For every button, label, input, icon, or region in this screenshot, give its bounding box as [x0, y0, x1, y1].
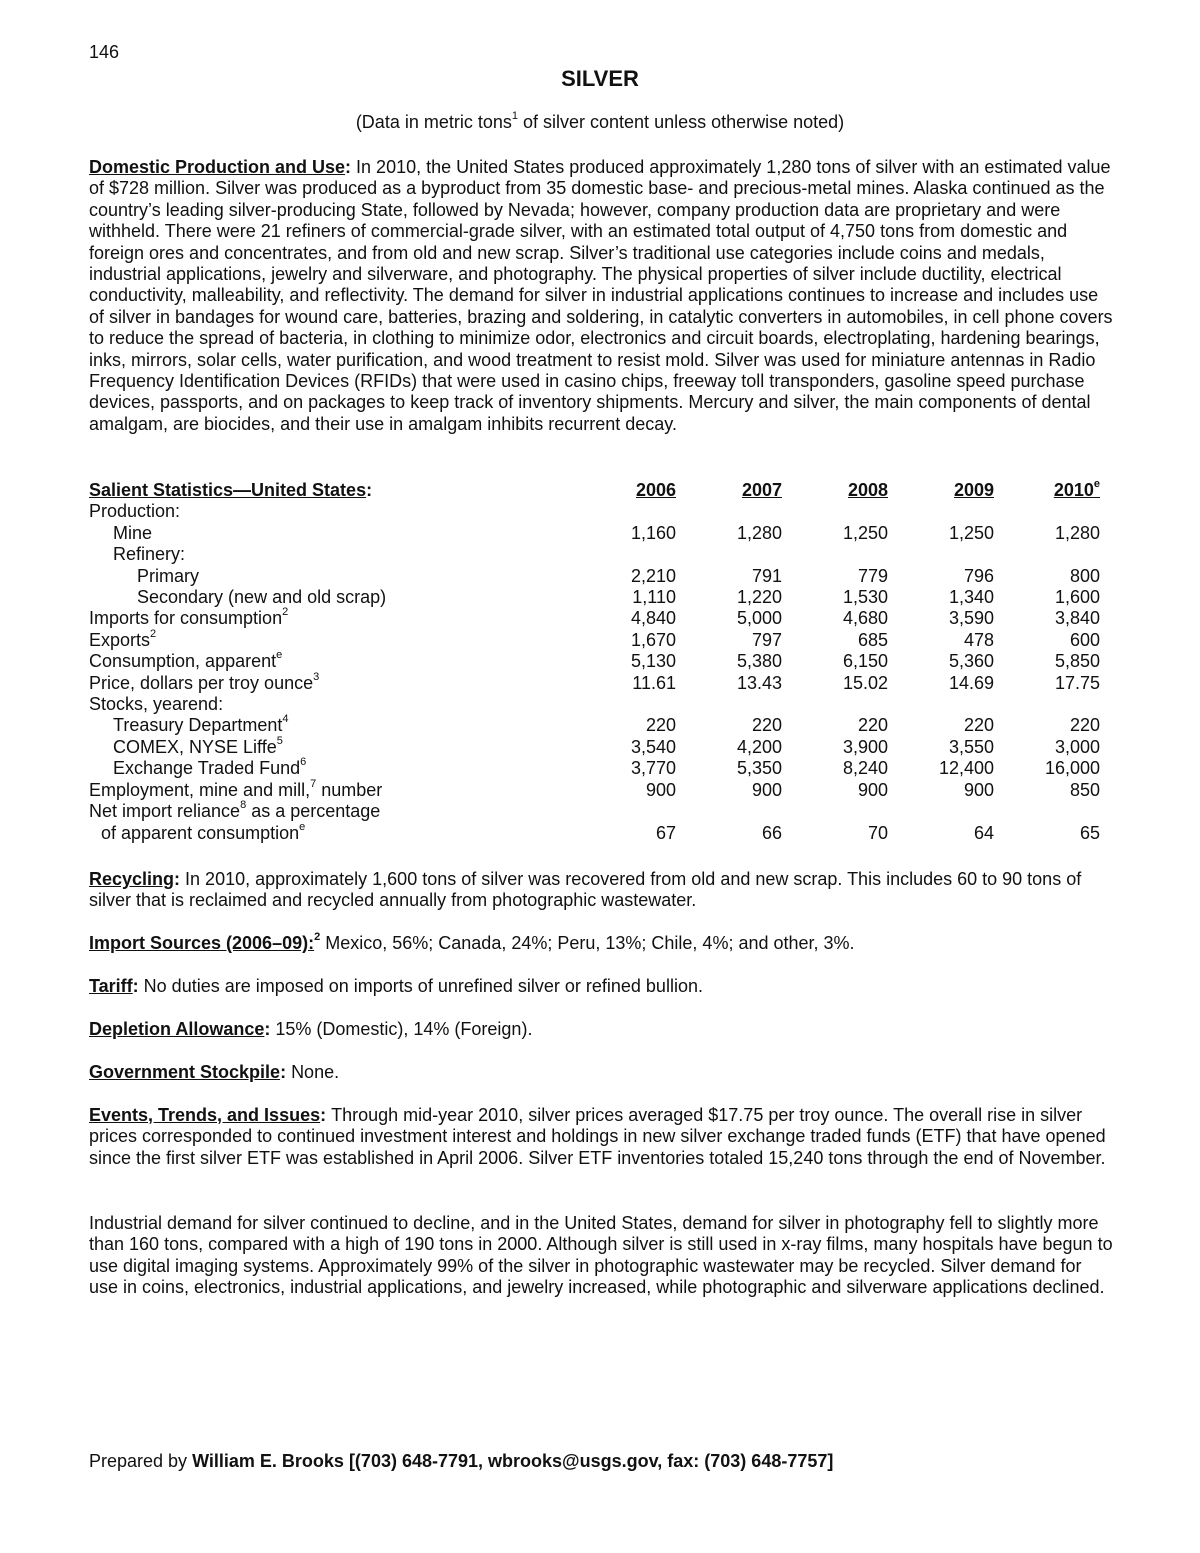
stats-value: 220 [963, 715, 994, 736]
page-number: 146 [89, 42, 120, 62]
stockpile-heading: Government Stockpile [89, 1062, 281, 1082]
subtitle-post: of silver content unless otherwise noted) [518, 112, 845, 132]
stats-row [89, 694, 1100, 715]
import-sources-footnote: 2 [314, 931, 321, 943]
stats-row [89, 501, 1100, 522]
stats-value [573, 801, 676, 822]
stats-value: 220 [857, 715, 888, 736]
stats-value: 8,240 [842, 758, 888, 779]
stats-value [994, 694, 1100, 715]
stockpile-section: Government Stockpile: None. [89, 1062, 340, 1082]
domestic-production-section: Domestic Production and Use: In 2010, the United States produced approximately 1,280 tons of silver with an estimated value of $728 million. Silver was produced as a byproduct from 35 domestic base- and precious-metal mines. Alaska continued as the country’s leading silver-producing State, followed by Nevada; however, company production data are proprietary and were withheld. There were 21 refiners of commercial-grade silver, with an estimated total output of 4,750 tons from domestic and foreign ores and concentrates, and from old and new scrap. Silver’s traditional use categories include coins and medals, industrial applications, jewelry and silverware, and photography. The physical properties of silver include ductility, electrical conductivity, malleability, and reflectivity. The demand for silver in industrial applications continues to increase and includes use of silver in bandages for wound care, batteries, brazing and soldering, in catalytic converters in automobiles, in cell phone covers to reduce the spread of bacteria, in clothing to minimize odor, electronics and circuit boards, electroplating, hardening bearings, inks, mirrors, solar cells, water purification, and wood treatment to resist mold. Silver was used for miniature antennas in Radio Frequency Identification Devices (RFIDs) that were used in casino chips, freeway toll transponders, gasoline speed purchase devices, passports, and on packages to keep track of inventory shipments. Mercury and silver, the main components of dental amalgam, are biocides, and their use in amalgam inhibits recurrent decay. [89, 157, 1113, 434]
stats-value [782, 801, 888, 822]
stats-row [89, 630, 1100, 651]
stats-value: 791 [751, 565, 782, 586]
stats-value: 5,000 [736, 608, 782, 629]
stats-value: 3,550 [948, 736, 994, 757]
stats-value [888, 501, 994, 522]
stats-row [89, 587, 1100, 608]
stats-value: 11.61 [632, 672, 676, 693]
stats-value [782, 544, 888, 565]
stats-row [89, 566, 1100, 587]
stats-value [888, 801, 994, 822]
stats-value: 13.43 [736, 672, 782, 693]
stats-row-label: Imports for consumption$^2$ [89, 606, 289, 629]
stats-value: 1,250 [948, 522, 994, 543]
stats-row [89, 523, 1100, 544]
stats-value: 4,680 [842, 608, 888, 629]
stockpile-text: None. [291, 1062, 340, 1082]
stats-value: 17.75 [1054, 672, 1100, 693]
stats-row-label: Mine [113, 522, 153, 543]
subtitle-pre: (Data in metric tons [355, 112, 512, 132]
stats-value: 3,840 [1054, 608, 1100, 629]
stats-value: 12,400 [938, 758, 994, 779]
stats-value: 3,540 [630, 736, 676, 757]
stats-value [994, 501, 1100, 522]
stats-value: 1,530 [842, 587, 888, 608]
stats-row [89, 758, 1100, 779]
stats-value: 1,670 [630, 629, 676, 650]
stats-value: 3,590 [948, 608, 994, 629]
stats-value: 900 [857, 779, 888, 800]
stats-value [994, 801, 1100, 822]
stats-row-label: Employment, mine and mill,$^7$ number [89, 777, 383, 800]
stats-value: 779 [857, 565, 888, 586]
recycling-section: Recycling: In 2010, approximately 1,600 tons of silver was recovered from old and new scrap. This includes 60 to 90 tons of silver that is reclaimed and recycled annually from photographic wastewater. [89, 869, 1082, 911]
stats-value: 6,150 [842, 651, 888, 672]
stats-row-label: Consumption, apparent$^e$ [89, 649, 283, 672]
domestic-production-heading: Domestic Production and Use [89, 157, 346, 177]
stats-row [89, 715, 1100, 736]
stats-row-label: Primary [137, 565, 199, 586]
import-sources-heading: Import Sources (2006–09): [89, 933, 315, 953]
stats-value [676, 501, 782, 522]
events-heading: Events, Trends, and Issues [89, 1105, 321, 1125]
stats-value [782, 694, 888, 715]
stats-row-label: COMEX, NYSE Liffe$^5$ [113, 734, 283, 757]
stats-value: 1,280 [1054, 522, 1100, 543]
stats-value: 3,770 [630, 758, 676, 779]
stats-row [89, 673, 1100, 694]
import-sources-section [89, 933, 1113, 954]
tariff-text: No duties are imposed on imports of unrefined silver or refined bullion. [143, 976, 703, 996]
stats-value: 478 [963, 629, 994, 650]
stats-row-label: Price, dollars per troy ounce$^3$ [89, 670, 320, 693]
stats-value: 4,840 [630, 608, 676, 629]
stats-row [89, 737, 1100, 758]
stats-header-row [89, 480, 1100, 501]
stats-value: 1,250 [842, 522, 888, 543]
stats-value: 5,380 [736, 651, 782, 672]
stats-value: 16,000 [1044, 758, 1100, 779]
stats-value [573, 501, 676, 522]
stats-value [676, 801, 782, 822]
stats-value: 900 [751, 779, 782, 800]
salient-statistics-table [89, 480, 1100, 844]
stats-row-label: Treasury Department$^4$ [113, 713, 289, 736]
stats-value: 4,200 [736, 736, 782, 757]
year-header: 2008 [847, 480, 888, 500]
stats-row-label: Refinery: [113, 544, 186, 565]
stats-value [782, 501, 888, 522]
recycling-text: In 2010, approximately 1,600 tons of silver was recovered from old and new scrap. This includes 60 to 90 tons of silver that is reclaimed and recycled annually from photographic wastewater. [89, 869, 1082, 911]
stats-value: 3,000 [1054, 736, 1100, 757]
footer-prefix: Prepared by [89, 1451, 193, 1471]
depletion-text: 15% (Domestic), 14% (Foreign). [275, 1019, 533, 1039]
stats-value: 5,130 [630, 651, 676, 672]
stats-value: 64 [973, 822, 994, 843]
prepared-by-footer [89, 1451, 833, 1472]
footer-author: William E. Brooks [(703) 648-7791, wbrooks@usgs.gov, fax: (703) 648-7757] [192, 1451, 834, 1471]
year-header: 2009 [953, 480, 994, 500]
events-section: Events, Trends, and Issues: Through mid-year 2010, silver prices averaged $17.75 per troy ounce. The overall rise in silver prices corresponded to continued investment interest and holdings in new silver exchange traded funds (ETF) that have opened since the first silver ETF was established in April 2006. Silver ETF inventories totaled 15,240 tons through the end of November. [89, 1105, 1106, 1168]
stats-value: 797 [751, 629, 782, 650]
stats-value: 2,210 [630, 565, 676, 586]
year-header: 2006 [635, 480, 676, 500]
stats-row-label: of apparent consumption$^e$ [101, 820, 306, 843]
stats-value: 14.69 [948, 672, 994, 693]
stats-value [573, 544, 676, 565]
import-sources-text: Mexico, 56%; Canada, 24%; Peru, 13%; Chile, 4%; and other, 3%. [325, 933, 855, 953]
stats-value: 900 [963, 779, 994, 800]
stats-value: 66 [761, 822, 782, 843]
stats-row-label: Exports$^2$ [89, 627, 157, 650]
stats-row-label: Secondary (new and old scrap) [137, 587, 387, 608]
stats-row [89, 608, 1100, 629]
industrial-demand-paragraph: Industrial demand for silver continued to decline, and in the United States, demand for silver in photography fell to slightly more than 160 tons, compared with a high of 190 tons in 2000. Although silver is still used in x-ray films, many hospitals have begun to use digital imaging systems. Approximately 99% of the silver in photographic wastewater may be recycled. Silver demand for use in coins, electronics, industrial applications, and jewelry increased, while photographic and silverware applications declined. [89, 1213, 1113, 1298]
stats-value: 1,160 [630, 522, 676, 543]
stats-value: 900 [645, 779, 676, 800]
stats-value [676, 694, 782, 715]
domestic-production-text: In 2010, the United States produced approximately 1,280 tons of silver with an estimated value of $728 million. Silver was produced as a byproduct from 35 domestic base- and precious-metal mines. Alaska continued as the country’s leading silver-producing State, followed by Nevada; however, company production data are proprietary and were withheld. There were 21 refiners of commercial-grade silver, with an estimated total output of 4,750 tons from domestic and foreign ores and concentrates, and from old and new scrap. Silver’s traditional use categories include coins and medals, industrial applications, jewelry and silverware, and photography. The physical properties of silver include ductility, electrical conductivity, malleability, and reflectivity. The demand for silver in industrial applications continues to increase and includes use of silver in bandages for wound care, batteries, brazing and soldering, in catalytic converters in automobiles, in cell phone covers to reduce the spread of bacteria, in clothing to minimize odor, electronics and circuit boards, electroplating, hardening bearings, inks, mirrors, solar cells, water purification, and wood treatment to resist mold. Silver was used for miniature antennas in Radio Frequency Identification Devices (RFIDs) that were used in casino chips, freeway toll transponders, gasoline speed purchase devices, passports, and on packages to keep track of inventory shipments. Mercury and silver, the main components of dental amalgam, are biocides, and their use in amalgam inhibits recurrent decay. [89, 157, 1113, 434]
stats-row [89, 780, 1100, 801]
year-header: 2010e [1053, 478, 1100, 500]
stats-row-label: Exchange Traded Fund$^6$ [113, 756, 307, 779]
stats-value: 5,350 [736, 758, 782, 779]
stats-value [676, 544, 782, 565]
stats-value [888, 694, 994, 715]
stats-row [89, 823, 1100, 844]
page-title: SILVER [561, 66, 639, 91]
stats-value: 70 [867, 822, 888, 843]
stats-row [89, 801, 1100, 822]
stats-row-label: Production: [89, 501, 181, 522]
stats-value: 220 [751, 715, 782, 736]
page-subtitle [0, 112, 1200, 133]
stats-value [573, 694, 676, 715]
stats-row [89, 651, 1100, 672]
year-header: 2007 [741, 480, 782, 500]
stats-value: 15.02 [842, 672, 888, 693]
tariff-heading: Tariff [89, 976, 133, 996]
stats-value: 5,850 [1054, 651, 1100, 672]
depletion-heading: Depletion Allowance [89, 1019, 265, 1039]
recycling-heading: Recycling [89, 869, 175, 889]
stats-value: 65 [1079, 822, 1100, 843]
stats-value: 685 [857, 629, 888, 650]
stats-row-label: Net import reliance$^8$ as a percentage [89, 799, 381, 822]
stats-value: 850 [1069, 779, 1100, 800]
stats-value: 5,360 [948, 651, 994, 672]
stats-value: 1,280 [736, 522, 782, 543]
stats-value: 796 [963, 565, 994, 586]
stats-value: 1,600 [1054, 587, 1100, 608]
stats-heading: Salient Statistics—United States: [89, 480, 373, 500]
stats-value: 220 [1069, 715, 1100, 736]
stats-value: 220 [645, 715, 676, 736]
stats-value: 1,340 [948, 587, 994, 608]
stats-row [89, 544, 1100, 565]
stats-value: 3,900 [842, 736, 888, 757]
stats-row-label: Stocks, yearend: [89, 694, 224, 715]
events-text: Through mid-year 2010, silver prices averaged $17.75 per troy ounce. The overall rise in silver prices corresponded to continued investment interest and holdings in new silver exchange traded funds (ETF) that have opened since the first silver ETF was established in April 2006. Silver ETF inventories totaled 15,240 tons through the end of November. [89, 1105, 1106, 1168]
stats-value: 600 [1069, 629, 1100, 650]
subtitle-footnote: 1 [511, 110, 518, 122]
stats-value: 1,110 [632, 587, 676, 608]
tariff-section: Tariff: No duties are imposed on imports of unrefined silver or refined bullion. [89, 976, 703, 996]
stats-value: 67 [655, 822, 676, 843]
stats-value [888, 544, 994, 565]
depletion-section: Depletion Allowance: 15% (Domestic), 14% (Foreign). [89, 1019, 533, 1039]
stats-value: 800 [1069, 565, 1100, 586]
stats-value: 1,220 [736, 587, 782, 608]
stats-value [994, 544, 1100, 565]
